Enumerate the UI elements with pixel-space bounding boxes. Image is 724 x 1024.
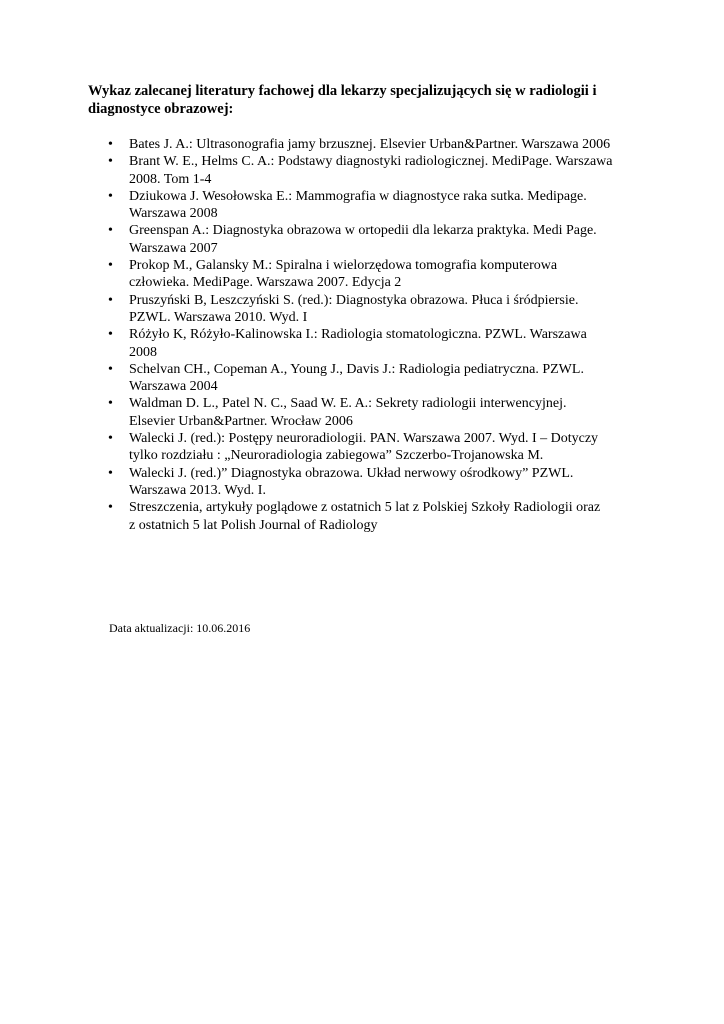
- reference-text-line: Warszawa 2013. Wyd. I.: [129, 482, 266, 498]
- list-item: [0, 153, 649, 188]
- list-item: [0, 257, 649, 292]
- reference-text-line: PZWL. Warszawa 2010. Wyd. I: [129, 309, 308, 325]
- bullet-icon: •: [108, 292, 113, 308]
- reference-text-line: Waldman D. L., Patel N. C., Saad W. E. A.: Sekrety radiologii interwencyjnej.: [129, 396, 567, 412]
- reference-text-line: Elsevier Urban&Partner. Wrocław 2006: [129, 413, 353, 429]
- reference-text-line: Brant W. E., Helms C. A.: Podstawy diagnostyki radiologicznej. MediPage. Warszawa: [129, 154, 613, 170]
- list-item: [0, 430, 649, 465]
- bullet-icon: •: [108, 500, 113, 516]
- reference-text-line: Streszczenia, artykuły poglądowe z ostatnich 5 lat z Polskiej Szkoły Radiologii oraz: [129, 500, 601, 516]
- list-item: [0, 395, 649, 430]
- bullet-icon: •: [108, 188, 113, 204]
- reference-text-line: człowieka. MediPage. Warszawa 2007. Edycja 2: [129, 275, 402, 291]
- reference-text-line: Schelvan CH., Copeman A., Young J., Davis J.: Radiologia pediatryczna. PZWL.: [129, 361, 584, 377]
- bullet-icon: •: [108, 223, 113, 239]
- document-heading: [88, 82, 628, 118]
- bullet-icon: •: [108, 258, 113, 274]
- list-item: [0, 222, 649, 257]
- list-item: [0, 499, 649, 534]
- bullet-icon: •: [108, 396, 113, 412]
- bullet-icon: •: [108, 361, 113, 377]
- reference-text-line: Prokop M., Galansky M.: Spiralna i wielorzędowa tomografia komputerowa: [129, 258, 558, 274]
- bullet-icon: •: [108, 431, 113, 447]
- heading-line: Wykaz zalecanej literatury fachowej dla lekarzy specjalizujących się w radiologii i: [88, 83, 597, 99]
- reference-text-line: 2008. Tom 1-4: [129, 171, 212, 187]
- reference-text-line: Dziukowa J. Wesołowska E.: Mammografia w diagnostyce raka sutka. Medipage.: [129, 188, 587, 204]
- bullet-icon: •: [108, 327, 113, 343]
- reference-text-line: Pruszyński B, Leszczyński S. (red.): Diagnostyka obrazowa. Płuca i śródpiersie.: [129, 292, 579, 308]
- update-date: Data aktualizacji: 10.06.2016: [109, 621, 251, 635]
- bullet-icon: •: [108, 137, 113, 152]
- reference-text-line: Walecki J. (red.)” Diagnostyka obrazowa. Układ nerwowy ośrodkowy” PZWL.: [129, 465, 574, 481]
- list-item: [0, 292, 649, 327]
- bullet-icon: •: [108, 154, 113, 170]
- list-item: [0, 188, 649, 223]
- heading-line: diagnostyce obrazowej:: [88, 101, 234, 117]
- reference-text-line: z ostatnich 5 lat Polish Journal of Radiology: [129, 517, 378, 533]
- bullet-icon: •: [108, 465, 113, 481]
- reference-text-line: Bates J. A.: Ultrasonografia jamy brzusznej. Elsevier Urban&Partner. Warszawa 2006: [129, 137, 611, 152]
- reference-text-line: Różyło K, Różyło-Kalinowska I.: Radiologia stomatologiczna. PZWL. Warszawa: [129, 327, 587, 343]
- reference-text-line: 2008: [129, 344, 157, 360]
- list-item: [0, 361, 649, 396]
- reference-list: [0, 136, 649, 534]
- list-item: [0, 326, 649, 361]
- list-item: [0, 136, 649, 153]
- reference-text-line: tylko rozdziału : „Neuroradiologia zabiegowa” Szczerbo-Trojanowska M.: [129, 448, 544, 464]
- reference-text-line: Warszawa 2008: [129, 206, 218, 222]
- reference-text-line: Warszawa 2004: [129, 379, 218, 395]
- reference-text-line: Greenspan A.: Diagnostyka obrazowa w ortopedii dla lekarza praktyka. Medi Page.: [129, 223, 597, 239]
- reference-text-line: Warszawa 2007: [129, 240, 218, 256]
- reference-text-line: Walecki J. (red.): Postępy neuroradiologii. PAN. Warszawa 2007. Wyd. I – Dotyczy: [129, 431, 599, 447]
- list-item: [0, 465, 649, 500]
